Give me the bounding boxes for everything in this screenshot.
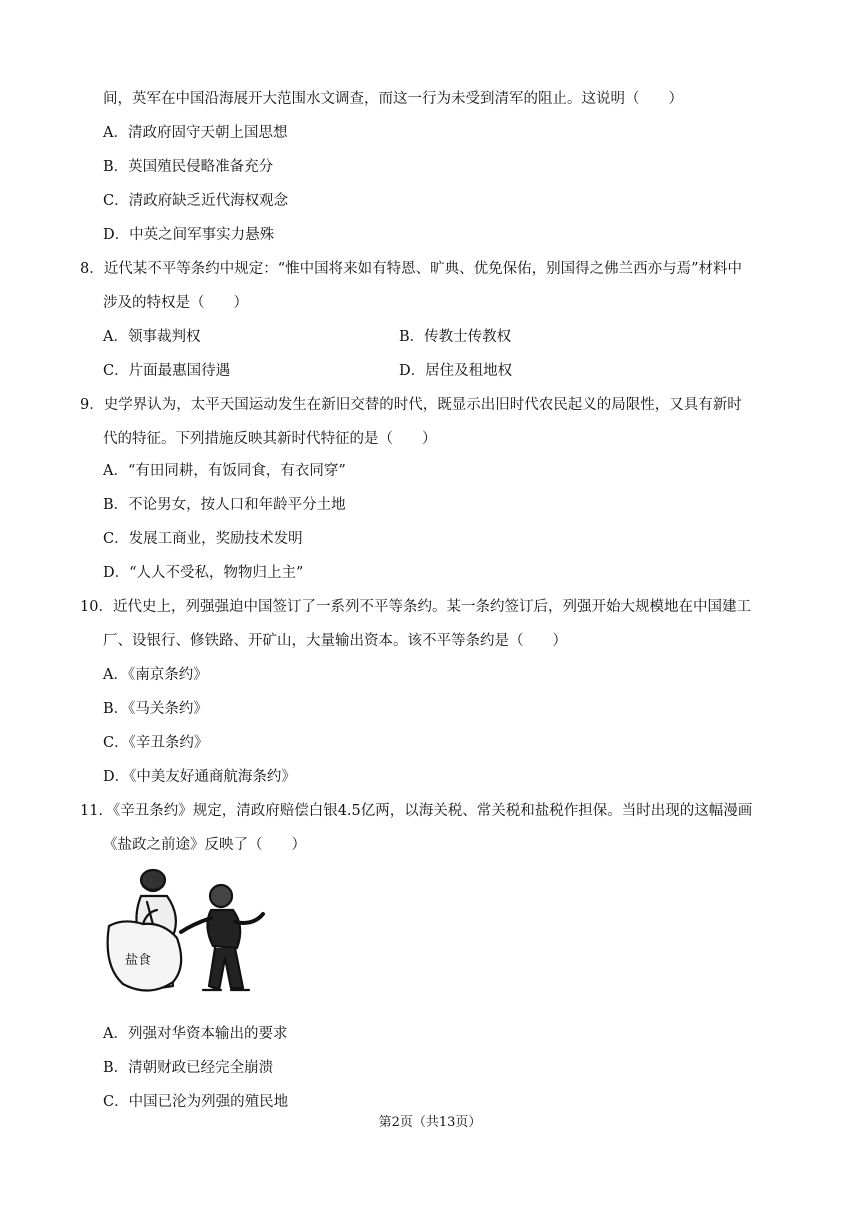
q9-stem-line1: 9．史学界认为，太平天国运动发生在新旧交替的时代，既显示出旧时代农民起义的局限性，又具有新时 [80,397,742,413]
q10-stem-line2: 厂、设银行、修铁路、开矿山，大量输出资本。该不平等条约是（ ） [103,633,567,649]
q11-stem-line2: 《盐政之前途》反映了（ ） [103,837,306,853]
q8-option-a: A．领事裁判权 [103,329,201,345]
page-footer: 第2页（共13页） [378,1115,482,1130]
q7-stem: 间，英军在中国沿海展开大范围水文调查，而这一行为未受到清军的阻止。这说明（ ） [103,91,683,107]
q9-option-b: B．不论男女，按人口和年龄平分土地 [103,497,346,513]
cartoon-sack-label: 盐食 [125,953,152,968]
q9-option-c: C．发展工商业，奖励技术发明 [103,531,303,547]
cartoon-illustration [103,866,283,1008]
q9-option-a: A．“有田同耕，有饭同食，有衣同穿” [103,463,346,479]
q8-stem-line2: 涉及的特权是（ ） [103,295,248,311]
q7-option-b: B．英国殖民侵略准备充分 [103,159,274,175]
q7-option-a: A．清政府固守天朝上国思想 [103,125,288,141]
q8-stem-line1: 8．近代某不平等条约中规定：“惟中国将来如有特恩、旷典、优免保佑，别国得之佛兰西亦与焉”材料中 [80,261,743,277]
q11-stem-line1: 11．《辛丑条约》规定，清政府赔偿白银4.5亿两，以海关税、常关税和盐税作担保。当时出现的这幅漫画 [80,803,753,819]
q11-option-c: C．中国已沦为列强的殖民地 [103,1094,289,1110]
q8-option-b: B．传教士传教权 [399,329,512,345]
q10-option-b: B．《马关条约》 [103,701,208,717]
q10-stem-line1: 10．近代史上，列强强迫中国签订了一系列不平等条约。某一条约签订后，列强开始大规模地在中国建工 [80,599,751,615]
q11-option-a: A．列强对华资本输出的要求 [103,1026,288,1042]
q8-option-d: D．居住及租地权 [399,363,513,379]
q8-option-c: C．片面最惠国待遇 [103,363,231,379]
q10-option-a: A．《南京条约》 [103,667,208,683]
q7-option-d: D．中英之间军事实力悬殊 [103,227,275,243]
q10-option-c: C．《辛丑条约》 [103,735,209,751]
cartoon-drawing [103,866,283,1008]
q11-option-b: B．清朝财政已经完全崩溃 [103,1060,274,1076]
q7-option-c: C．清政府缺乏近代海权观念 [103,193,289,209]
q9-option-d: D．“人人不受私，物物归上主” [103,565,304,581]
q10-option-d: D．《中美友好通商航海条约》 [103,769,296,785]
q9-stem-line2: 代的特征。下列措施反映其新时代特征的是（ ） [103,431,437,447]
